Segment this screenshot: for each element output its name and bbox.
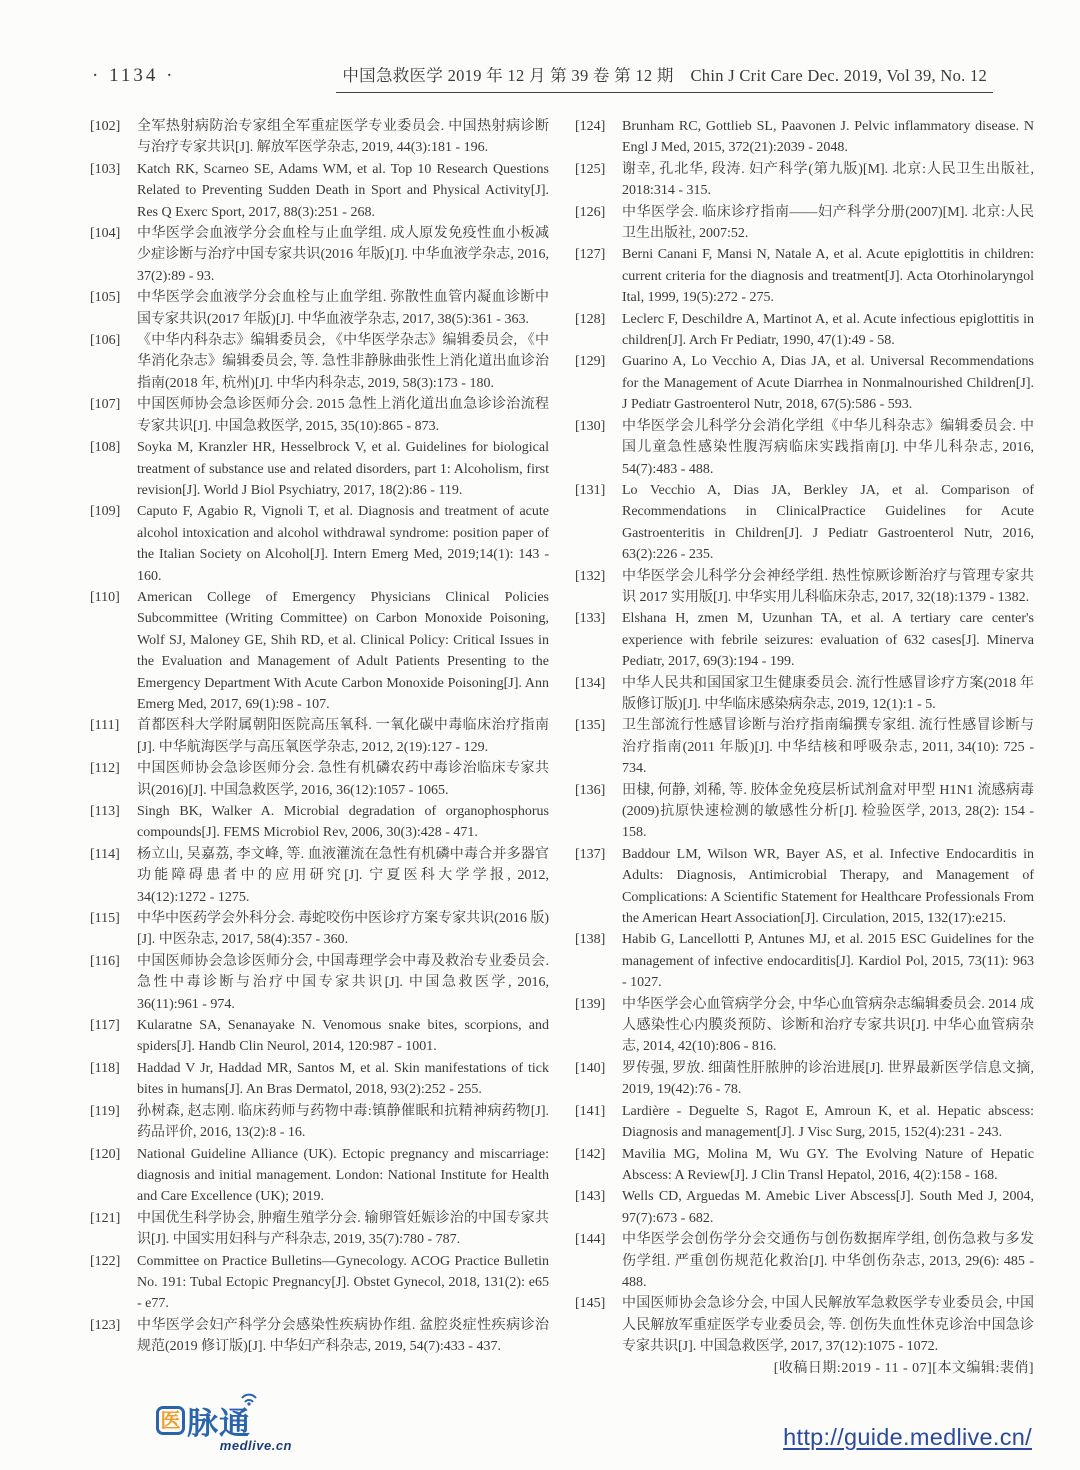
reference-text: 首都医科大学附属朝阳医院高压氧科. 一氧化碳中毒临床治疗指南[J]. 中华航海医学与高压氧医学杂志, 2012, 2(19):127 - 129. [137, 718, 549, 755]
reference-text: Soyka M, Kranzler HR, Hesselbrock V, et al. Guidelines for biological treatment of substance use and related disorders, part 1: Alcoholism, first revision[J]. World J Biol Psychiatry, 2017, 18(2):86 - 119. [137, 440, 549, 498]
reference-text: Katch RK, Scarneo SE, Adams WM, et al. Top 10 Research Questions Related to Preventing Sudden Death in Sport and Physical Activity[J]. Res Q Exerc Sport, 2017, 88(3):251 - 268. [137, 161, 549, 220]
reference-item [90, 1208, 549, 1251]
references-right-list [575, 116, 1034, 1358]
reference-number: [140] [575, 1060, 606, 1076]
reference-item [90, 715, 549, 758]
medlive-yi-box-icon [156, 1406, 185, 1435]
reference-number: [113] [90, 804, 120, 819]
reference-number: [111] [90, 718, 120, 734]
reference-item [575, 1144, 1034, 1187]
reference-text: Haddad V Jr, Haddad MR, Santos M, et al. Skin manifestations of tick bites in humans[J]. An Bras Dermatol, 2018, 93(2):252 - 255. [137, 1060, 549, 1098]
reference-number: [131] [575, 482, 606, 498]
references-right-column [575, 116, 1034, 1379]
reference-text: Wells CD, Arguedas M. Amebic Liver Abscess[J]. South Med J, 2004, 97(7):673 - 682. [622, 1189, 1034, 1226]
reference-item [575, 780, 1034, 844]
reference-item [90, 1315, 549, 1358]
medlive-logo-text: 脉通 [187, 1406, 251, 1441]
reference-number: [123] [90, 1317, 121, 1333]
page-header [92, 62, 1034, 93]
reference-number: [134] [575, 675, 606, 691]
reference-text: 卫生部流行性感冒诊断与治疗指南编撰专家组. 流行性感冒诊断与治疗指南(2011 年版)[J]. 中华结核和呼吸杂志, 2011, 34(10): 725 - 734. [622, 718, 1034, 777]
reference-item [575, 116, 1034, 159]
reference-number: [122] [90, 1253, 121, 1269]
reference-item [90, 1058, 549, 1101]
reference-number: [132] [575, 568, 606, 584]
reference-number: [106] [90, 333, 121, 349]
reference-number: [102] [90, 119, 121, 134]
reference-item [575, 416, 1034, 480]
page-number: · 1134 · [92, 65, 176, 86]
journal-title-line: 中国急救医学 2019 年 12 月 第 39 卷 第 12 期 Chin J Crit Care Dec. 2019, Vol 39, No. 12 [336, 62, 993, 93]
reference-item [90, 394, 549, 437]
reference-number: [135] [575, 718, 606, 734]
reference-number: [116] [90, 953, 120, 969]
reference-text: 谢幸, 孔北华, 段涛. 妇产科学(第九版)[M]. 北京:人民卫生出版社, 2018:314 - 315. [622, 161, 1034, 199]
reference-number: [130] [575, 418, 606, 434]
reference-number: [141] [575, 1103, 606, 1119]
reference-text: 中华中医药学会外科分会. 毒蛇咬伤中医诊疗方案专家共识(2016 版)[J]. 中医杂志, 2017, 58(4):357 - 360. [137, 911, 549, 948]
reference-item [575, 1293, 1034, 1357]
reference-item [90, 159, 549, 223]
received-date-editor-line: [收稿日期:2019 - 11 - 07][本文编辑:裴俏] [773, 1360, 1034, 1376]
reference-text: Brunham RC, Gottlieb SL, Paavonen J. Pelvic inflammatory disease. N Engl J Med, 2015, 372(21):2039 - 2048. [622, 119, 1034, 156]
reference-number: [136] [575, 782, 606, 798]
reference-text: 中国医师协会急诊医师分会, 中国毒理学会中毒及救治专业委员会. 急性中毒诊断与治疗中国专家共识[J]. 中国急救医学, 2016, 36(11):961 - 974. [137, 953, 549, 1012]
reference-text: Baddour LM, Wilson WR, Bayer AS, et al. Infective Endocarditis in Adults: Diagnosis, Antimicrobial Therapy, and Management of Complications: A Scientific Statement for Healthcare Professionals From the American Heart Association[J]. Circulation, 2015, 132(17):e215. [622, 846, 1034, 927]
reference-number: [118] [90, 1060, 120, 1076]
reference-item [575, 159, 1034, 202]
reference-text: 中国医师协会急诊分会, 中国人民解放军急救医学专业委员会, 中国人民解放军重症医学专业委员会, 等. 创伤失血性休克诊治中国急诊专家共识[J]. 中国急救医学, 2017, 37(12):1075 - 1072. [622, 1296, 1034, 1355]
reference-number: [127] [575, 247, 606, 263]
reference-text: 中华医学会妇产科学分会感染性疾病协作组. 盆腔炎症性疾病诊治规范(2019 修订版)[J]. 中华妇产科杂志, 2019, 54(7):433 - 437. [137, 1317, 549, 1355]
reference-item [90, 437, 549, 501]
reference-text: 中华医学会儿科学分会神经学组. 热性惊厥诊断治疗与管理专家共识 2017 实用版[J]. 中华实用儿科临床杂志, 2017, 32(18):1379 - 1382. [622, 568, 1034, 605]
reference-item [90, 1015, 549, 1058]
medlive-domain-label: medlive.cn [219, 1438, 292, 1453]
reference-number: [144] [575, 1232, 606, 1248]
reference-item [575, 715, 1034, 779]
medlive-logo [156, 1398, 306, 1460]
reference-item [575, 844, 1034, 930]
reference-number: [138] [575, 932, 606, 948]
reference-item [575, 673, 1034, 716]
reference-number: [112] [90, 761, 120, 777]
reference-item [90, 951, 549, 1015]
reference-text: 罗传强, 罗放. 细菌性肝脓肿的诊治进展[J]. 世界最新医学信息文摘, 2019, 19(42):76 - 78. [622, 1060, 1034, 1098]
reference-item [575, 1229, 1034, 1293]
reference-item [575, 608, 1034, 672]
reference-text: 全军热射病防治专家组全军重症医学专业委员会. 中国热射病诊断与治疗专家共识[J]. 解放军医学杂志, 2019, 44(3):181 - 196. [137, 119, 549, 156]
reference-text: Mavilia MG, Molina M, Wu GY. The Evolving Nature of Hepatic Abscess: A Review[J]. J Clin Transl Hepatol, 2016, 4(2):158 - 168. [622, 1146, 1034, 1183]
reference-text: American College of Emergency Physicians Clinical Policies Subcommittee (Writing Committee) on Carbon Monoxide Poisoning, Wolf SJ, Maloney GE, Shih RD, et al. Clinical Policy: Critical Issues in the Evaluation and Management of Adult Patients Presenting to the Emergency Department With Acute Carbon Monoxide Poisoning[J]. Ann Emerg Med, 2017, 69(1):98 - 107. [137, 589, 549, 712]
reference-number: [107] [90, 397, 121, 413]
medlive-yi-char: 医 [160, 1409, 181, 1432]
reference-text: 中华医学会. 临床诊疗指南——妇产科学分册(2007)[M]. 北京:人民卫生出版社, 2007:52. [622, 204, 1034, 242]
reference-text: National Guideline Alliance (UK). Ectopic pregnancy and miscarriage: diagnosis and initial management. London: National Institute for Health and Care Excellence (UK); 2019. [137, 1146, 549, 1205]
reference-item [575, 1058, 1034, 1101]
reference-text: 中国医师协会急诊医师分会. 急性有机磷农药中毒诊治临床专家共识(2016)[J]. 中国急救医学, 2016, 36(12):1057 - 1065. [137, 761, 549, 798]
reference-item [90, 116, 549, 159]
references-section [90, 116, 1034, 1379]
reference-number: [121] [90, 1210, 121, 1226]
reference-number: [114] [90, 846, 120, 862]
reference-number: [126] [575, 204, 606, 220]
reference-text: Leclerc F, Deschildre A, Martinot A, et al. Acute infectious epiglottitis in children[J]. Arch Fr Pediatr, 1990, 47(1):49 - 58. [622, 311, 1034, 349]
reference-number: [115] [90, 911, 120, 927]
reference-number: [128] [575, 311, 606, 327]
reference-text: 杨立山, 吴嘉荔, 李文峰, 等. 血液灌流在急性有机磷中毒合并多器官功能障碍患者中的应用研究[J]. 宁夏医科大学学报, 2012, 34(12):1272 - 1275. [137, 846, 549, 905]
reference-item [575, 480, 1034, 566]
reference-number: [120] [90, 1146, 121, 1162]
reference-item [575, 994, 1034, 1058]
reference-text: Lo Vecchio A, Dias JA, Berkley JA, et al. Comparison of Recommendations in ClinicalPractice Guidelines for Acute Gastroenteritis in Children[J]. J Pediatr Gastroenterol Nutr, 2016, 63(2):226 - 235. [622, 482, 1034, 563]
reference-text: Caputo F, Agabio R, Vignoli T, et al. Diagnosis and treatment of acute alcohol intoxication and alcohol withdrawal syndrome: position paper of the Italian Society on Alcohol[J]. Intern Emerg Med, 2019;14(1): 143 - 160. [137, 504, 549, 584]
reference-item [575, 929, 1034, 993]
reference-item [90, 844, 549, 908]
reference-item [90, 908, 549, 951]
reference-text: 中华医学会创伤学分会交通伤与创伤数据库学组, 创伤急救与多发伤学组. 严重创伤规范化救治[J]. 中华创伤杂志, 2013, 29(6): 485 - 488. [622, 1232, 1034, 1290]
reference-number: [108] [90, 440, 121, 456]
wifi-signal-icon [238, 1390, 260, 1406]
reference-item [90, 287, 549, 330]
reference-number: [125] [575, 161, 606, 177]
reference-item [90, 1101, 549, 1144]
reference-text: Elshana H, zmen M, Uzunhan TA, et al. A tertiary care center's experience with febrile seizures: evaluation of 632 cases[J]. Minerva Pediatr, 2017, 69(3):194 - 199. [622, 611, 1034, 670]
reference-item [575, 566, 1034, 609]
reference-item [90, 801, 549, 844]
reference-text: 中华医学会血液学分会血栓与止血学组. 弥散性血管内凝血诊断中国专家共识(2017 年版)[J]. 中华血液学杂志, 2017, 38(5):361 - 363. [137, 290, 549, 327]
reference-text: 《中华内科杂志》编辑委员会, 《中华医学杂志》编辑委员会, 《中华消化杂志》编辑委员会, 等. 急性非静脉曲张性上消化道出血诊治指南(2018 年, 杭州)[J]. 中华内科杂志, 2019, 58(3):173 - 180. [137, 333, 549, 391]
reference-text: 中华人民共和国国家卫生健康委员会. 流行性感冒诊疗方案(2018 年版修订版)[J]. 中华临床感染病杂志, 2019, 12(1):1 - 5. [622, 675, 1034, 712]
reference-item [90, 223, 549, 287]
journal-header-wrap [295, 62, 1034, 93]
reference-item [575, 1186, 1034, 1229]
reference-number: [104] [90, 226, 121, 242]
reference-item [90, 501, 549, 587]
references-left-column [90, 116, 549, 1379]
reference-number: [137] [575, 846, 606, 862]
reference-item [90, 1251, 549, 1315]
reference-number: [143] [575, 1189, 606, 1205]
reference-number: [142] [575, 1146, 606, 1162]
reference-number: [110] [90, 589, 120, 605]
reference-item [575, 202, 1034, 245]
reference-number: [109] [90, 504, 121, 520]
reference-number: [103] [90, 161, 121, 177]
reference-text: Habib G, Lancellotti P, Antunes MJ, et al. 2015 ESC Guidelines for the management of infective endocarditis[J]. Kardiol Pol, 2015, 73(11): 963 - 1027. [622, 932, 1034, 991]
reference-number: [145] [575, 1296, 606, 1312]
reference-text: 中国医师协会急诊医师分会. 2015 急性上消化道出血急诊诊治流程专家共识[J]. 中国急救医学, 2015, 35(10):865 - 873. [137, 397, 549, 434]
reference-item [90, 1144, 549, 1208]
reference-number: [129] [575, 354, 606, 370]
reference-number: [119] [90, 1103, 120, 1119]
reference-text: Berni Canani F, Mansi N, Natale A, et al. Acute epiglottitis in children: current criteria for the diagnosis and treatment[J]. Acta Otorhinolaryngol Ital, 1999, 19(5):272 - 275. [622, 247, 1034, 306]
reference-text: Kularatne SA, Senanayake N. Venomous snake bites, scorpions, and spiders[J]. Handb Clin Neurol, 2014, 120:987 - 1001. [137, 1018, 549, 1055]
reference-text: Lardière - Deguelte S, Ragot E, Amroun K, et al. Hepatic abscess: Diagnosis and management[J]. J Visc Surg, 2015, 152(4):231 - 243. [622, 1103, 1034, 1141]
guide-medlive-url-link[interactable]: http://guide.medlive.cn/ [783, 1424, 1032, 1450]
reference-item [575, 1101, 1034, 1144]
reference-item [575, 244, 1034, 308]
reference-number: [105] [90, 290, 121, 306]
reference-text: Committee on Practice Bulletins—Gynecology. ACOG Practice Bulletin No. 191: Tubal Ectopic Pregnancy[J]. Obstet Gynecol, 2018, 131(2): e65 - e77. [137, 1253, 549, 1312]
reference-item [90, 587, 549, 715]
reference-item [575, 309, 1034, 352]
reference-text: 中国优生科学协会, 肿瘤生殖学分会. 输卵管妊娠诊治的中国专家共识[J]. 中国实用妇科与产科杂志, 2019, 35(7):780 - 787. [137, 1210, 549, 1248]
reference-text: 中华医学会儿科学分会消化学组《中华儿科杂志》编辑委员会. 中国儿童急性感染性腹泻病临床实践指南[J]. 中华儿科杂志, 2016, 54(7):483 - 488. [622, 418, 1034, 477]
reference-number: [139] [575, 996, 606, 1012]
reference-item [90, 758, 549, 801]
reference-number: [124] [575, 119, 606, 134]
reference-item [575, 351, 1034, 415]
reference-item [90, 330, 549, 394]
reference-number: [133] [575, 611, 606, 627]
reference-text: 孙树森, 赵志刚. 临床药师与药物中毒:镇静催眠和抗精神病药物[J]. 药品评价, 2016, 13(2):8 - 16. [137, 1103, 549, 1141]
reference-text: 田棣, 何静, 刘稀, 等. 胶体金免疫层析试剂盒对甲型 H1N1 流感病毒(2009)抗原快速检测的敏感性分析[J]. 检验医学, 2013, 28(2): 154 - 158. [622, 782, 1034, 841]
medlive-logo-row [156, 1398, 306, 1443]
reference-text: Guarino A, Lo Vecchio A, Dias JA, et al. Universal Recommendations for the Management of Acute Diarrhea in Nonmalnourished Children[J]. J Pediatr Gastroenterol Nutr, 2018, 67(5):586 - 593. [622, 354, 1034, 413]
reference-number: [117] [90, 1018, 120, 1034]
reference-text: 中华医学会血液学分会血栓与止血学组. 成人原发免疫性血小板减少症诊断与治疗中国专家共识(2016 年版)[J]. 中华血液学杂志, 2016, 37(2):89 - 93. [137, 226, 549, 284]
reference-text: 中华医学会心血管病学分会, 中华心血管病杂志编辑委员会. 2014 成人感染性心内膜炎预防、诊断和治疗专家共识[J]. 中华心血管病杂志, 2014, 42(10):806 - 816. [622, 996, 1034, 1055]
reference-text: Singh BK, Walker A. Microbial degradation of organophosphorus compounds[J]. FEMS Microbiol Rev, 2006, 30(3):428 - 471. [137, 804, 549, 841]
